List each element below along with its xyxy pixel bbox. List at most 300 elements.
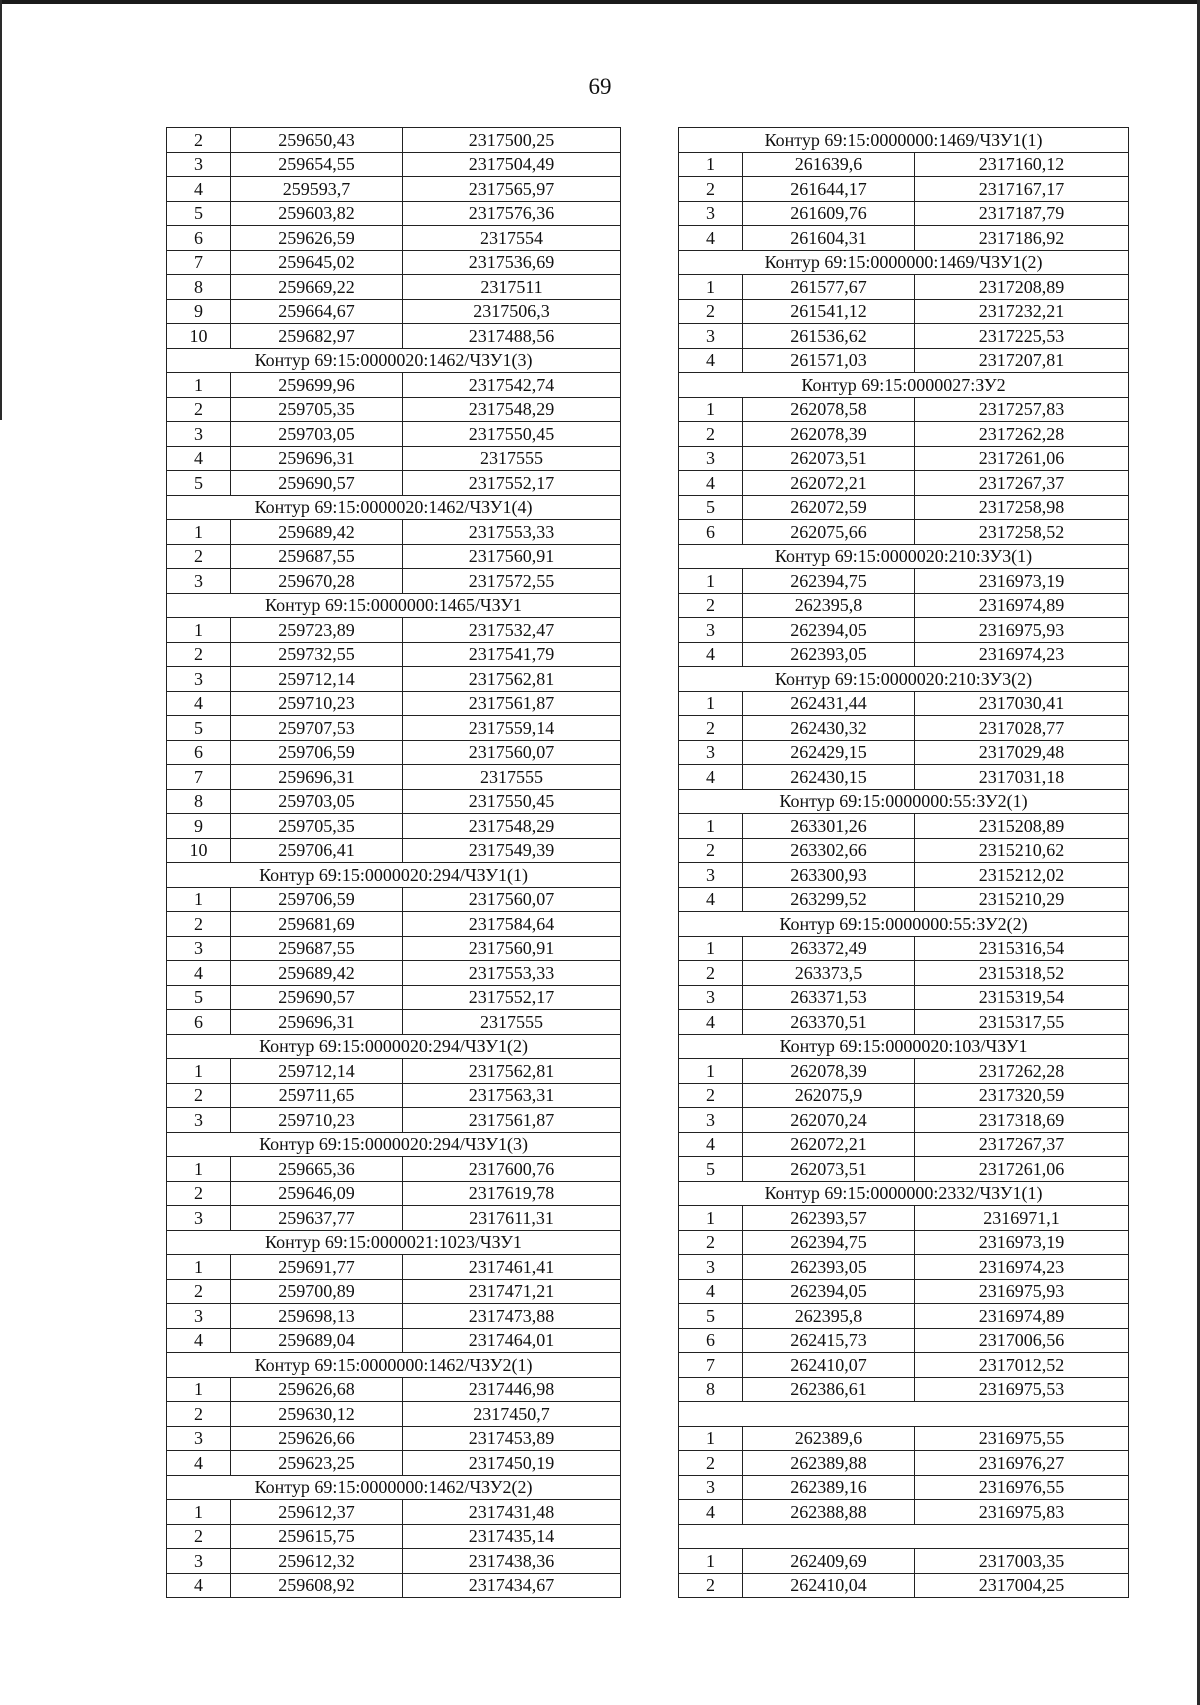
coordinate-y: 2317541,79: [403, 642, 621, 667]
coordinate-x: 259612,32: [231, 1549, 403, 1574]
table-row: [167, 789, 621, 814]
table-row: [679, 1328, 1129, 1353]
point-number: 5: [167, 201, 231, 226]
table-row: [679, 152, 1129, 177]
point-number: 7: [167, 765, 231, 790]
table-row: [679, 618, 1129, 643]
table-row: [167, 544, 621, 569]
table-row: [679, 1304, 1129, 1329]
contour-header: Контур 69:15:0000000:1469/ЧЗУ1(2): [679, 250, 1129, 275]
contour-header: Контур 69:15:0000020:294/ЧЗУ1(3): [167, 1132, 621, 1157]
point-number: 1: [679, 1426, 743, 1451]
coordinate-y: 2317511: [403, 275, 621, 300]
coordinate-x: 263371,53: [743, 985, 915, 1010]
coordinate-y: 2317561,87: [403, 1108, 621, 1133]
contour-header-row: [679, 667, 1129, 692]
point-number: 2: [167, 1083, 231, 1108]
table-row: [679, 887, 1129, 912]
table-row: [679, 740, 1129, 765]
coordinate-y: 2316973,19: [915, 569, 1129, 594]
coordinate-x: 259705,35: [231, 814, 403, 839]
coordinate-y: 2317488,56: [403, 324, 621, 349]
coordinate-y: 2317542,74: [403, 373, 621, 398]
point-number: 2: [679, 716, 743, 741]
coordinate-x: 262409,69: [743, 1549, 915, 1574]
coordinate-y: 2317207,81: [915, 348, 1129, 373]
coordinate-x: 262394,05: [743, 1279, 915, 1304]
coordinate-x: 263373,5: [743, 961, 915, 986]
point-number: 8: [167, 789, 231, 814]
point-number: 8: [167, 275, 231, 300]
table-row: [679, 1377, 1129, 1402]
table-row: [679, 936, 1129, 961]
coordinate-x: 262394,05: [743, 618, 915, 643]
point-number: 2: [167, 128, 231, 153]
point-number: 2: [679, 1083, 743, 1108]
table-row: [167, 177, 621, 202]
contour-header: Контур 69:15:0000000:2332/ЧЗУ1(1): [679, 1181, 1129, 1206]
scan-edge-top: [0, 0, 1200, 4]
coordinate-x: 262078,39: [743, 422, 915, 447]
coordinate-y: 2317258,98: [915, 495, 1129, 520]
coordinate-y: 2317560,91: [403, 544, 621, 569]
point-number: 1: [679, 814, 743, 839]
table-row: [679, 814, 1129, 839]
point-number: 1: [679, 152, 743, 177]
point-number: 3: [679, 1475, 743, 1500]
coordinate-x: 263299,52: [743, 887, 915, 912]
point-number: 4: [167, 446, 231, 471]
coordinate-y: 2316975,83: [915, 1500, 1129, 1525]
point-number: 1: [679, 1549, 743, 1574]
point-number: 4: [679, 1279, 743, 1304]
point-number: 2: [679, 299, 743, 324]
contour-header-row: [167, 1034, 621, 1059]
coordinate-x: 259646,09: [231, 1181, 403, 1206]
coordinate-y: 2317536,69: [403, 250, 621, 275]
point-number: 3: [167, 667, 231, 692]
coordinate-x: 259612,37: [231, 1500, 403, 1525]
point-number: 3: [679, 1255, 743, 1280]
contour-header-row: [679, 789, 1129, 814]
coordinate-x: 261571,03: [743, 348, 915, 373]
contour-header-row: [679, 1402, 1129, 1427]
coordinate-x: 259707,53: [231, 716, 403, 741]
table-row: [167, 152, 621, 177]
table-row: [679, 1279, 1129, 1304]
point-number: 1: [167, 618, 231, 643]
point-number: 2: [167, 544, 231, 569]
coordinate-x: 262072,21: [743, 471, 915, 496]
contour-header: Контур 69:15:0000020:294/ЧЗУ1(2): [167, 1034, 621, 1059]
coordinate-x: 262430,32: [743, 716, 915, 741]
table-row: [167, 1500, 621, 1525]
table-row: [167, 1549, 621, 1574]
table-row: [167, 1157, 621, 1182]
coordinate-x: 259699,96: [231, 373, 403, 398]
coordinate-y: 2317552,17: [403, 471, 621, 496]
table-row: [167, 1304, 621, 1329]
table-row: [167, 887, 621, 912]
table-row: [167, 569, 621, 594]
coordinate-x: 262073,51: [743, 1157, 915, 1182]
coordinate-x: 262078,58: [743, 397, 915, 422]
coordinate-x: 259682,97: [231, 324, 403, 349]
coordinate-y: 2316975,93: [915, 618, 1129, 643]
coordinate-y: 2317031,18: [915, 765, 1129, 790]
coordinate-y: 2317554: [403, 226, 621, 251]
point-number: 10: [167, 324, 231, 349]
table-row: [679, 201, 1129, 226]
table-row: [167, 1451, 621, 1476]
coordinate-y: 2317560,07: [403, 740, 621, 765]
point-number: 6: [167, 740, 231, 765]
point-number: 2: [679, 1451, 743, 1476]
point-number: 4: [679, 1500, 743, 1525]
table-row: [167, 814, 621, 839]
table-row: [167, 838, 621, 863]
point-number: 4: [679, 348, 743, 373]
contour-header: [679, 1402, 1129, 1427]
coordinate-y: 2317004,25: [915, 1573, 1129, 1598]
table-row: [679, 1573, 1129, 1598]
table-row: [679, 691, 1129, 716]
point-number: 2: [679, 177, 743, 202]
coordinate-x: 262395,8: [743, 1304, 915, 1329]
point-number: 3: [679, 863, 743, 888]
coordinate-x: 261604,31: [743, 226, 915, 251]
table-row: [679, 471, 1129, 496]
point-number: 1: [167, 373, 231, 398]
table-row: [167, 765, 621, 790]
coordinate-y: 2317461,41: [403, 1255, 621, 1280]
coordinate-y: 2316976,27: [915, 1451, 1129, 1476]
point-number: 3: [679, 740, 743, 765]
coordinate-y: 2317453,89: [403, 1426, 621, 1451]
coordinate-x: 259665,36: [231, 1157, 403, 1182]
table-row: [679, 716, 1129, 741]
coordinate-x: 259723,89: [231, 618, 403, 643]
coordinate-x: 259712,14: [231, 667, 403, 692]
coordinate-x: 259706,41: [231, 838, 403, 863]
point-number: 1: [679, 397, 743, 422]
coordinate-x: 263370,51: [743, 1010, 915, 1035]
coordinate-x: 259706,59: [231, 740, 403, 765]
coordinate-y: 2317562,81: [403, 1059, 621, 1084]
contour-header-row: [167, 1230, 621, 1255]
coordinate-y: 2317565,97: [403, 177, 621, 202]
point-number: 2: [679, 422, 743, 447]
table-row: [167, 397, 621, 422]
coordinate-x: 262389,16: [743, 1475, 915, 1500]
coordinate-y: 2317006,56: [915, 1328, 1129, 1353]
coordinate-y: 2317555: [403, 1010, 621, 1035]
coordinate-y: 2315210,62: [915, 838, 1129, 863]
coordinate-y: 2317208,89: [915, 275, 1129, 300]
contour-header: Контур 69:15:0000000:1465/ЧЗУ1: [167, 593, 621, 618]
table-row: [679, 324, 1129, 349]
coordinate-y: 2317262,28: [915, 1059, 1129, 1084]
coordinate-x: 262072,59: [743, 495, 915, 520]
coordinate-y: 2317572,55: [403, 569, 621, 594]
point-number: 2: [167, 1279, 231, 1304]
contour-header-row: [679, 1181, 1129, 1206]
point-number: 4: [679, 226, 743, 251]
point-number: 9: [167, 814, 231, 839]
point-number: 8: [679, 1377, 743, 1402]
point-number: 4: [167, 961, 231, 986]
coordinate-y: 2316974,23: [915, 642, 1129, 667]
point-number: 6: [679, 520, 743, 545]
contour-header: Контур 69:15:0000021:1023/ЧЗУ1: [167, 1230, 621, 1255]
point-number: 5: [167, 471, 231, 496]
point-number: 1: [167, 887, 231, 912]
coordinate-y: 2316976,55: [915, 1475, 1129, 1500]
coordinate-y: 2317267,37: [915, 1132, 1129, 1157]
coordinate-x: 259637,77: [231, 1206, 403, 1231]
coordinate-x: 259593,7: [231, 177, 403, 202]
point-number: 9: [167, 299, 231, 324]
coordinate-y: 2315210,29: [915, 887, 1129, 912]
table-row: [167, 1328, 621, 1353]
coordinate-x: 259705,35: [231, 397, 403, 422]
point-number: 1: [167, 520, 231, 545]
table-row: [679, 299, 1129, 324]
coordinate-x: 259710,23: [231, 1108, 403, 1133]
table-row: [167, 324, 621, 349]
table-row: [167, 936, 621, 961]
table-row: [167, 740, 621, 765]
point-number: 3: [167, 422, 231, 447]
table-row: [167, 1255, 621, 1280]
contour-header: Контур 69:15:0000020:210:ЗУ3(2): [679, 667, 1129, 692]
contour-header-row: [679, 250, 1129, 275]
table-row: [679, 1426, 1129, 1451]
table-row: [167, 520, 621, 545]
coordinate-y: 2315317,55: [915, 1010, 1129, 1035]
coordinate-x: 259710,23: [231, 691, 403, 716]
coordinate-x: 259603,82: [231, 201, 403, 226]
contour-header-row: [167, 1132, 621, 1157]
table-row: [679, 863, 1129, 888]
coordinate-y: 2317555: [403, 765, 621, 790]
coordinate-x: 259696,31: [231, 1010, 403, 1035]
coordinate-x: 261609,76: [743, 201, 915, 226]
coordinate-y: 2317450,7: [403, 1402, 621, 1427]
contour-header-row: [679, 373, 1129, 398]
table-row: [167, 912, 621, 937]
coordinate-y: 2317187,79: [915, 201, 1129, 226]
coordinate-x: 259615,75: [231, 1524, 403, 1549]
coordinate-y: 2316975,53: [915, 1377, 1129, 1402]
coordinate-x: 263372,49: [743, 936, 915, 961]
point-number: 1: [679, 275, 743, 300]
point-number: 4: [167, 1573, 231, 1598]
table-row: [167, 201, 621, 226]
coordinate-x: 262410,04: [743, 1573, 915, 1598]
coordinate-y: 2317560,91: [403, 936, 621, 961]
point-number: 6: [167, 226, 231, 251]
point-number: 1: [679, 936, 743, 961]
coordinate-x: 259711,65: [231, 1083, 403, 1108]
coordinate-x: 259626,68: [231, 1377, 403, 1402]
table-row: [679, 348, 1129, 373]
coordinate-x: 262415,73: [743, 1328, 915, 1353]
coordinate-y: 2317167,17: [915, 177, 1129, 202]
table-row: [679, 985, 1129, 1010]
coordinate-y: 2317576,36: [403, 201, 621, 226]
point-number: 1: [167, 1157, 231, 1182]
point-number: 6: [167, 1010, 231, 1035]
coordinate-x: 259696,31: [231, 765, 403, 790]
point-number: 1: [679, 569, 743, 594]
coordinate-y: 2317560,07: [403, 887, 621, 912]
coordinate-y: 2317160,12: [915, 152, 1129, 177]
contour-header: Контур 69:15:0000020:1462/ЧЗУ1(3): [167, 348, 621, 373]
point-number: 2: [679, 961, 743, 986]
table-row: [679, 961, 1129, 986]
coordinate-x: 259654,55: [231, 152, 403, 177]
coordinate-x: 259690,57: [231, 471, 403, 496]
table-row: [679, 1451, 1129, 1476]
point-number: 1: [167, 1255, 231, 1280]
point-number: 3: [679, 201, 743, 226]
table-row: [167, 1377, 621, 1402]
coordinate-y: 2317028,77: [915, 716, 1129, 741]
coordinate-y: 2317549,39: [403, 838, 621, 863]
coordinate-x: 262430,15: [743, 765, 915, 790]
contour-header: [679, 1524, 1129, 1549]
point-number: 2: [679, 838, 743, 863]
point-number: 3: [679, 985, 743, 1010]
point-number: 5: [167, 716, 231, 741]
table-row: [167, 1010, 621, 1035]
coordinate-y: 2317262,28: [915, 422, 1129, 447]
table-row: [679, 1475, 1129, 1500]
coordinate-y: 2316975,55: [915, 1426, 1129, 1451]
point-number: 2: [679, 1230, 743, 1255]
table-row: [167, 691, 621, 716]
table-row: [167, 275, 621, 300]
table-row: [167, 1108, 621, 1133]
contour-header: Контур 69:15:0000020:294/ЧЗУ1(1): [167, 863, 621, 888]
coordinate-y: 2317500,25: [403, 128, 621, 153]
coordinate-y: 2317532,47: [403, 618, 621, 643]
table-row: [679, 422, 1129, 447]
contour-header: Контур 69:15:0000000:55:ЗУ2(2): [679, 912, 1129, 937]
coordinate-x: 259712,14: [231, 1059, 403, 1084]
contour-header-row: [679, 912, 1129, 937]
coordinate-x: 259687,55: [231, 544, 403, 569]
table-row: [167, 1083, 621, 1108]
point-number: 3: [679, 618, 743, 643]
point-number: 3: [167, 1108, 231, 1133]
coordinate-x: 262393,05: [743, 642, 915, 667]
coordinate-x: 263300,93: [743, 863, 915, 888]
coordinate-x: 259669,22: [231, 275, 403, 300]
coordinate-x: 262386,61: [743, 1377, 915, 1402]
table-row: [679, 1108, 1129, 1133]
point-number: 3: [167, 936, 231, 961]
coordinate-y: 2317471,21: [403, 1279, 621, 1304]
table-row: [679, 1010, 1129, 1035]
point-number: 3: [679, 446, 743, 471]
coordinate-y: 2317267,37: [915, 471, 1129, 496]
coordinate-y: 2316975,93: [915, 1279, 1129, 1304]
coordinate-x: 259703,05: [231, 422, 403, 447]
coordinate-y: 2317320,59: [915, 1083, 1129, 1108]
coordinate-x: 262394,75: [743, 1230, 915, 1255]
coordinate-y: 2317258,52: [915, 520, 1129, 545]
coordinate-y: 2317318,69: [915, 1108, 1129, 1133]
coordinate-y: 2317550,45: [403, 422, 621, 447]
coordinate-y: 2317561,87: [403, 691, 621, 716]
table-row: [679, 1255, 1129, 1280]
coordinate-y: 2317186,92: [915, 226, 1129, 251]
coordinate-x: 262075,9: [743, 1083, 915, 1108]
table-row: [167, 128, 621, 153]
point-number: 5: [679, 495, 743, 520]
coordinate-x: 259664,67: [231, 299, 403, 324]
point-number: 1: [167, 1500, 231, 1525]
point-number: 3: [679, 324, 743, 349]
contour-header: Контур 69:15:0000000:1469/ЧЗУ1(1): [679, 128, 1129, 153]
coordinate-x: 259689,42: [231, 961, 403, 986]
table-row: [679, 495, 1129, 520]
coordinate-x: 259626,59: [231, 226, 403, 251]
coordinate-y: 2317261,06: [915, 446, 1129, 471]
table-row: [167, 226, 621, 251]
point-number: 4: [167, 177, 231, 202]
coordinate-y: 2317232,21: [915, 299, 1129, 324]
table-row: [167, 716, 621, 741]
coordinate-y: 2316974,23: [915, 1255, 1129, 1280]
table-row: [679, 275, 1129, 300]
point-number: 2: [679, 593, 743, 618]
coordinate-y: 2317562,81: [403, 667, 621, 692]
point-number: 3: [167, 1549, 231, 1574]
point-number: 3: [679, 1108, 743, 1133]
coordinate-y: 2317225,53: [915, 324, 1129, 349]
coordinate-y: 2317559,14: [403, 716, 621, 741]
contour-header: Контур 69:15:0000020:1462/ЧЗУ1(4): [167, 495, 621, 520]
coordinate-x: 259670,28: [231, 569, 403, 594]
scan-edge-left: [0, 0, 2, 420]
point-number: 4: [679, 1010, 743, 1035]
point-number: 1: [167, 1059, 231, 1084]
point-number: 10: [167, 838, 231, 863]
point-number: 3: [167, 1206, 231, 1231]
table-row: [167, 1279, 621, 1304]
coordinate-x: 262394,75: [743, 569, 915, 594]
coordinate-y: 2315316,54: [915, 936, 1129, 961]
contour-header: Контур 69:15:0000000:1462/ЧЗУ2(2): [167, 1475, 621, 1500]
coordinate-x: 259703,05: [231, 789, 403, 814]
coordinate-y: 2317548,29: [403, 397, 621, 422]
coordinate-y: 2316973,19: [915, 1230, 1129, 1255]
coordinate-y: 2315319,54: [915, 985, 1129, 1010]
coordinate-x: 262393,05: [743, 1255, 915, 1280]
point-number: 5: [679, 1157, 743, 1182]
coordinate-x: 259690,57: [231, 985, 403, 1010]
contour-header-row: [167, 1475, 621, 1500]
coordinate-y: 2317563,31: [403, 1083, 621, 1108]
contour-header: Контур 69:15:0000020:103/ЧЗУ1: [679, 1034, 1129, 1059]
coordinate-x: 259706,59: [231, 887, 403, 912]
point-number: 4: [167, 1451, 231, 1476]
contour-header-row: [679, 544, 1129, 569]
coordinate-x: 259689,42: [231, 520, 403, 545]
